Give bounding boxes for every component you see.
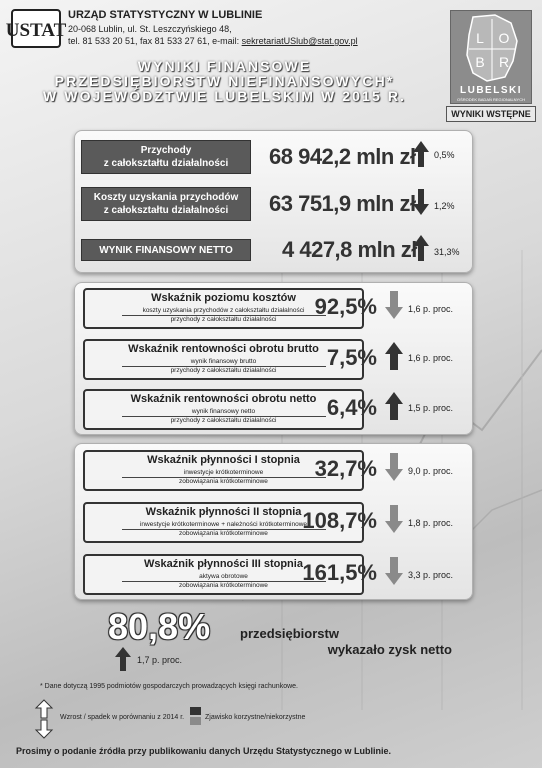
indicator-name: Wskaźnik poziomu kosztów bbox=[151, 292, 296, 304]
data-footnote: * Dane dotyczą 1995 podmiotów gospodarczych prowadzących księgi rachunkowe. bbox=[40, 683, 298, 690]
costs-label bbox=[81, 187, 251, 221]
legend-arrow-up-icon bbox=[36, 700, 52, 718]
cost-level-value: 92,5% bbox=[314, 294, 377, 319]
arrow-down-icon bbox=[385, 453, 403, 481]
title-line-2: PRZEDSIĘBIORSTW NIEFINANSOWYCH* bbox=[54, 73, 395, 89]
legend-colors-text: Zjawisko korzystne/niekorzystne bbox=[205, 714, 306, 721]
liquidity-1-value: 32,7% bbox=[314, 456, 377, 481]
profit-caption-line2: wykazało zysk netto bbox=[327, 642, 452, 657]
indicator-denominator: przychody z całokształtu działalności bbox=[170, 417, 277, 424]
costs-label-line2: z całokształtu działalności bbox=[103, 205, 229, 216]
indicator-denominator: zobowiązania krótkoterminowe bbox=[179, 530, 268, 537]
header-contact bbox=[68, 9, 358, 47]
arrow-down-icon bbox=[385, 505, 403, 533]
source-note: Prosimy o podanie źródła przy publikowaniu danych Urzędu Statystycznego w Lublinie. bbox=[16, 746, 392, 756]
svg-text:R: R bbox=[498, 54, 510, 70]
revenue-label bbox=[81, 140, 251, 174]
page-title bbox=[12, 59, 437, 104]
arrow-up-icon bbox=[385, 342, 403, 370]
gross-margin-value: 7,5% bbox=[326, 345, 377, 370]
arrow-up-icon bbox=[413, 235, 429, 261]
indicator-denominator: przychody z całokształtu działalności bbox=[170, 367, 277, 374]
org-name: URZĄD STATYSTYCZNY W LUBLINIE bbox=[68, 9, 263, 21]
liquidity-3-change: 3,3 p. proc. bbox=[408, 570, 454, 580]
liquidity-3-value: 161,5% bbox=[302, 560, 377, 585]
liquidity-2-change: 1,8 p. proc. bbox=[408, 518, 454, 528]
phone-fax: tel. 81 533 20 51, fax 81 533 27 61, e-mail: bbox=[68, 36, 242, 46]
indicator-name: Wskaźnik płynności I stopnia bbox=[147, 454, 300, 466]
gross-margin-change: 1,6 p. proc. bbox=[408, 353, 454, 363]
costs-value: 63 751,9 mln zł bbox=[269, 191, 416, 216]
cost-level-change: 1,6 p. proc. bbox=[408, 304, 454, 314]
arrow-up-icon bbox=[385, 392, 403, 420]
svg-text:O: O bbox=[498, 30, 510, 46]
indicator-denominator: przychody z całokształtu działalności bbox=[170, 316, 277, 323]
org-address: 20-068 Lublin, ul. St. Leszczyńskiego 48, bbox=[68, 24, 232, 34]
arrow-down-icon bbox=[385, 557, 403, 585]
indicator-numerator: wynik finansowy netto bbox=[191, 408, 256, 415]
liquidity-1-change: 9,0 p. proc. bbox=[408, 466, 454, 476]
svg-text:L: L bbox=[476, 30, 484, 46]
indicator-denominator: zobowiązania krótkoterminowe bbox=[179, 478, 268, 485]
profit-caption-line1: przedsiębiorstw bbox=[240, 626, 339, 641]
costs-label-line1: Koszty uzyskania przychodów bbox=[93, 192, 239, 203]
indicator-numerator: aktywa obrotowe bbox=[199, 573, 248, 580]
revenue-change: 0,5% bbox=[434, 150, 455, 160]
indicator-numerator: inwestycje krótkoterminowe bbox=[183, 469, 264, 476]
legend-arrows-text: Wzrost / spadek w porównaniu z 2014 r. bbox=[60, 714, 185, 721]
office-logo bbox=[5, 9, 67, 48]
indicator-denominator: zobowiązania krótkoterminowe bbox=[179, 582, 268, 589]
indicator-name: Wskaźnik rentowności obrotu brutto bbox=[128, 343, 319, 355]
org-contact bbox=[68, 35, 358, 47]
net-result-label bbox=[81, 239, 251, 261]
arrow-down-icon bbox=[413, 189, 429, 215]
net-result-change: 31,3% bbox=[434, 247, 460, 257]
indicator-numerator: wynik finansowy brutto bbox=[190, 358, 257, 365]
profit-share-caption bbox=[240, 626, 452, 658]
net-margin-value: 6,4% bbox=[326, 395, 377, 420]
title-line-3: W WOJEWÓDZTWIE LUBELSKIM W 2015 R. bbox=[42, 88, 407, 104]
svg-text:B: B bbox=[475, 54, 485, 70]
net-result-label-line1: WYNIK FINANSOWY NETTO bbox=[99, 244, 233, 256]
arrow-down-icon bbox=[385, 291, 403, 319]
net-margin-change: 1,5 p. proc. bbox=[408, 403, 454, 413]
liquidity-2-value: 108,7% bbox=[302, 508, 377, 533]
indicator-numerator: koszty uzyskania przychodów z całokształtu działalności bbox=[142, 307, 305, 314]
legend-unfavorable-swatch bbox=[190, 717, 201, 725]
title-line-1: WYNIKI FINANSOWE bbox=[137, 58, 312, 74]
profitability-panel bbox=[74, 282, 473, 435]
revenue-value: 68 942,2 mln zł bbox=[269, 144, 416, 169]
revenue-label-line2: z całokształtu działalności bbox=[103, 158, 229, 169]
region-logo-subtitle: OŚRODEK BADAŃ REGIONALNYCH bbox=[456, 97, 525, 102]
net-result-value: 4 427,8 mln zł bbox=[282, 237, 417, 262]
region-logo-name: LUBELSKI bbox=[460, 85, 522, 96]
indicator-name: Wskaźnik płynności III stopnia bbox=[144, 558, 303, 570]
indicator-numerator: inwestycje krótkoterminowe + należności krótkoterminowe bbox=[139, 521, 308, 528]
revenue-label-line1: Przychody bbox=[140, 145, 192, 156]
email-link[interactable]: sekretariatUSlub@stat.gov.pl bbox=[241, 36, 358, 46]
preliminary-results-badge: WYNIKI WSTĘPNE bbox=[446, 106, 536, 122]
legend-favorable-swatch bbox=[190, 707, 201, 715]
costs-change: 1,2% bbox=[434, 201, 455, 211]
arrow-up-icon bbox=[115, 647, 131, 671]
profit-share-change: 1,7 p. proc. bbox=[137, 655, 183, 665]
regional-research-logo bbox=[450, 10, 532, 104]
legend-arrow-down-icon bbox=[36, 720, 52, 738]
financial-results-panel bbox=[74, 130, 473, 273]
indicator-name: Wskaźnik rentowności obrotu netto bbox=[130, 393, 317, 405]
arrow-up-icon bbox=[413, 141, 429, 167]
liquidity-panel bbox=[74, 443, 473, 600]
indicator-name: Wskaźnik płynności II stopnia bbox=[145, 506, 302, 518]
logo-lettering: USTAT bbox=[5, 20, 67, 41]
profit-share-value: 80,8% bbox=[108, 606, 211, 647]
